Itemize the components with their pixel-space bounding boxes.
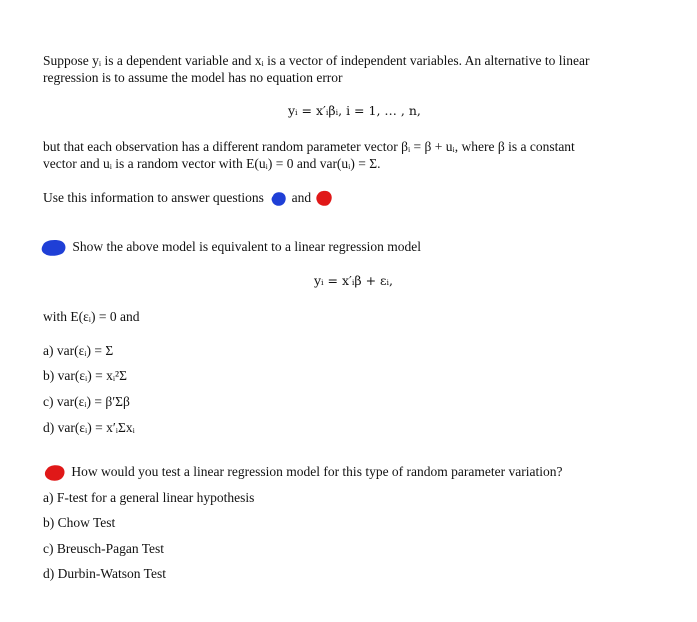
intro-line-5-prefix: Use this information to answer questions: [43, 190, 264, 205]
question-1-with-line: with E(εᵢ) = 0 and: [43, 309, 140, 324]
intro-line-1: Suppose yᵢ is a dependent variable and xᵢ is a vector of independent variables. An alternative to linear: [43, 53, 590, 68]
blue-question-marker-icon: [41, 239, 67, 257]
question-2-option-c[interactable]: c) Breusch-Pagan Test: [43, 541, 165, 556]
intro-line-2: regression is to assume the model has no equation error: [43, 70, 343, 85]
question-1-option-d[interactable]: d) var(εᵢ) = x′ᵢΣxᵢ: [43, 420, 135, 435]
red-question-marker-icon: [44, 464, 66, 482]
question-1-prompt: Show the above model is equivalent to a linear regression model: [72, 239, 422, 255]
question-2-option-d[interactable]: d) Durbin-Watson Test: [43, 566, 166, 581]
question-1-option-b[interactable]: b) var(εᵢ) = xᵢ²Σ: [43, 368, 127, 383]
equation-linear-regression: yᵢ = x′ᵢβ + εᵢ,: [314, 273, 394, 288]
intro-line-4: vector and uᵢ is a random vector with E(uᵢ) = 0 and var(uᵢ) = Σ.: [43, 156, 381, 171]
question-2-prompt: How would you test a linear regression model for this type of random parameter variation?: [71, 464, 563, 480]
question-1-option-c[interactable]: c) var(εᵢ) = β′Σβ: [43, 394, 130, 409]
red-marker-icon: [315, 190, 333, 207]
question-2-option-a[interactable]: a) F-test for a general linear hypothesis: [43, 490, 255, 505]
intro-line-3: but that each observation has a different random parameter vector βᵢ = β + uᵢ, where β is a constant: [43, 139, 575, 154]
question-1-option-a[interactable]: a) var(εᵢ) = Σ: [43, 343, 114, 358]
question-2-option-b[interactable]: b) Chow Test: [43, 515, 116, 530]
question-1-prompt-row: [41, 239, 421, 257]
equation-model-no-error: yᵢ = x′ᵢβᵢ, i = 1, … , n,: [288, 103, 421, 118]
intro-line-5: [43, 190, 333, 207]
blue-marker-icon: [271, 191, 287, 207]
question-2-prompt-row: [44, 464, 562, 482]
intro-line-5-and: and: [291, 190, 312, 205]
